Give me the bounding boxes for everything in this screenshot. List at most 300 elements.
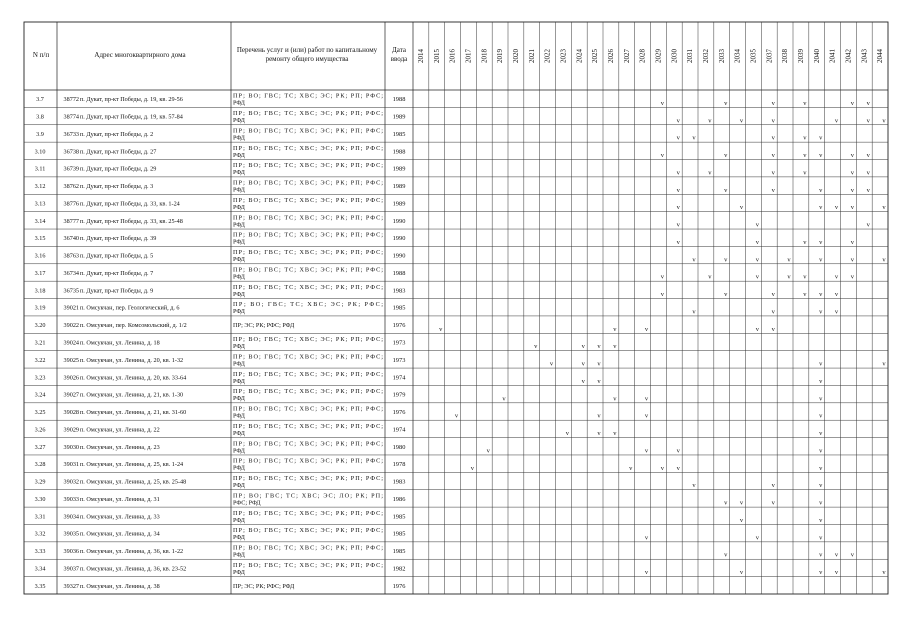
header-num: N п/п xyxy=(32,51,50,59)
row-year: 1980 xyxy=(392,443,406,451)
check-mark-2028: v xyxy=(644,412,649,420)
header-services-line2: ремонту общего имущества xyxy=(265,55,349,63)
row-number: 3.20 xyxy=(34,322,46,330)
year-header-2015: 2015 xyxy=(432,49,441,63)
year-header-2033: 2033 xyxy=(717,49,726,63)
check-mark-2041: v xyxy=(834,551,839,559)
check-mark-2038: v xyxy=(787,256,791,264)
check-mark-2037: v xyxy=(771,325,775,333)
row-id: 38763 xyxy=(63,252,79,260)
row-number: 3.12 xyxy=(34,183,46,191)
row-services: ПР; ВО; ГВС; ТС; ХВС; ЭС; РК; РП; РФС; РФД xyxy=(233,196,383,211)
check-mark-2016: v xyxy=(454,412,459,420)
row-year: 1982 xyxy=(392,565,406,573)
check-mark-2040: v xyxy=(819,186,823,194)
check-mark-2025: v xyxy=(597,343,601,351)
check-mark-2030: v xyxy=(676,238,680,246)
check-mark-2029: v xyxy=(660,99,664,107)
row-address: п. Омсукчан, ул. Ленина, д. 33 xyxy=(80,513,160,521)
check-mark-2042: v xyxy=(850,204,854,212)
check-mark-2028: v xyxy=(644,569,649,577)
check-mark-2040: v xyxy=(819,134,823,142)
row-services: ПР; ВО; ГВС; ТС; ХВС; ЭС; РК; РП; РФС; РФД xyxy=(233,353,383,368)
check-mark-2024: v xyxy=(581,377,585,385)
row-id: 36734 xyxy=(63,269,79,277)
check-mark-2039: v xyxy=(803,169,807,177)
check-mark-2037: v xyxy=(771,291,775,299)
row-id: 39030 xyxy=(63,443,79,451)
row-address: п. Омсукчан, ул. Ленина, д. 21, кв. 31-60 xyxy=(80,409,187,417)
check-mark-2040: v xyxy=(819,551,823,559)
check-mark-2039: v xyxy=(803,99,807,107)
row-id: 39034 xyxy=(63,513,79,521)
row-id: 38772 xyxy=(63,96,79,104)
row-id: 39032 xyxy=(63,478,79,486)
row-address: п. Дукат, пр-кт Победы, д. 2 xyxy=(80,130,154,138)
check-mark-2033: v xyxy=(724,499,728,507)
check-mark-2041: v xyxy=(834,204,839,212)
row-number: 3.23 xyxy=(34,374,46,382)
check-mark-2037: v xyxy=(771,134,775,142)
row-id: 38762 xyxy=(63,183,79,191)
check-mark-2042: v xyxy=(850,238,854,246)
check-mark-2026: v xyxy=(613,343,617,351)
year-header-2014: 2014 xyxy=(416,49,425,63)
row-year: 1978 xyxy=(392,461,406,469)
row-address: п. Омсукчан, ул. Ленина, д. 18 xyxy=(80,339,160,347)
row-year: 1989 xyxy=(392,165,406,173)
check-mark-2029: v xyxy=(660,273,664,281)
row-number: 3.19 xyxy=(34,304,46,312)
check-mark-2026: v xyxy=(613,325,617,333)
check-mark-2037: v xyxy=(771,117,775,125)
row-number: 3.26 xyxy=(34,426,46,434)
row-id: 36740 xyxy=(63,235,79,243)
check-mark-2040: v xyxy=(819,412,823,420)
check-mark-2032: v xyxy=(708,117,712,125)
check-mark-2039: v xyxy=(803,152,807,160)
row-address: п. Омсукчан, ул. Ленина, д. 20, кв. 1-32 xyxy=(80,356,184,364)
row-number: 3.13 xyxy=(34,200,46,208)
check-mark-2041: v xyxy=(834,273,839,281)
row-address: п. Омсукчан, ул. Ленина, д. 22 xyxy=(80,426,160,434)
row-year: 1979 xyxy=(392,391,406,399)
check-mark-2034: v xyxy=(739,499,744,507)
year-header-2032: 2032 xyxy=(701,49,710,63)
check-mark-2024: v xyxy=(581,343,585,351)
check-mark-2025: v xyxy=(597,412,601,420)
row-id: 36738 xyxy=(63,148,79,156)
row-year: 1974 xyxy=(392,426,406,434)
row-address: п. Дукат, пр-кт Победы, д. 19, кв. 57-84 xyxy=(80,113,183,121)
year-header-2022: 2022 xyxy=(543,49,552,63)
row-services: ПР; ВО; ГВС; ТС; ХВС; ЭС; РК; РП; РФС; РФД xyxy=(233,179,383,194)
row-services: ПР; ВО; ГВС; ТС; ХВС; ЭС; РК; РП; РФС; РФД xyxy=(233,266,383,281)
check-mark-2023: v xyxy=(565,430,569,438)
check-mark-2043: v xyxy=(866,99,870,107)
check-mark-2042: v xyxy=(850,152,854,160)
check-mark-2026: v xyxy=(613,430,617,438)
check-mark-2043: v xyxy=(866,117,870,125)
check-mark-2042: v xyxy=(850,273,854,281)
row-address: п. Дукат, пр-кт Победы, д. 5 xyxy=(80,252,154,260)
row-id: 39031 xyxy=(63,461,79,469)
check-mark-2035: v xyxy=(755,221,759,229)
year-header-2037: 2037 xyxy=(765,49,774,63)
check-mark-2040: v xyxy=(819,291,823,299)
check-mark-2031: v xyxy=(692,308,696,316)
row-services: ПР; ВО; ГВС; ТС; ХВС; ЭС; РК; РП; РФС; РФД xyxy=(233,370,383,385)
check-mark-2042: v xyxy=(850,551,854,559)
year-header-2021: 2021 xyxy=(527,49,536,63)
row-address: п. Дукат, пр-кт Победы, д. 39 xyxy=(80,235,157,243)
check-mark-2034: v xyxy=(739,204,744,212)
check-mark-2037: v xyxy=(771,99,775,107)
check-mark-2015: v xyxy=(439,325,443,333)
year-header-2027: 2027 xyxy=(622,49,631,63)
check-mark-2040: v xyxy=(819,464,823,472)
check-mark-2033: v xyxy=(724,99,728,107)
check-mark-2041: v xyxy=(834,291,839,299)
row-number: 3.30 xyxy=(34,495,46,503)
check-mark-2035: v xyxy=(755,325,759,333)
year-header-2023: 2023 xyxy=(559,49,568,63)
check-mark-2035: v xyxy=(755,273,759,281)
row-address: п. Омсукчан, ул. Ленина, д. 25, кв. 25-48 xyxy=(80,478,187,486)
check-mark-2044: v xyxy=(882,204,886,212)
row-address: п. Дукат, пр-кт Победы, д. 9 xyxy=(80,287,154,295)
row-address: п. Омсукчан, ул. Ленина, д. 21, кв. 1-30 xyxy=(80,391,184,399)
check-mark-2040: v xyxy=(819,430,823,438)
row-year: 1990 xyxy=(392,217,406,225)
row-year: 1988 xyxy=(392,269,406,277)
check-mark-2035: v xyxy=(755,534,759,542)
check-mark-2027: v xyxy=(629,464,633,472)
check-mark-2028: v xyxy=(644,534,649,542)
row-services: ПР; ВО; ГВС; ТС; ХВС; ЭС; РК; РП; РФС; РФД xyxy=(233,509,383,524)
row-id: 36735 xyxy=(63,287,79,295)
row-address: п. Дукат, пр-кт Победы, д. 7 xyxy=(80,269,154,277)
row-year: 1976 xyxy=(392,409,406,417)
check-mark-2042: v xyxy=(850,169,854,177)
check-mark-2041: v xyxy=(834,117,839,125)
row-services: ПР; ВО; ГВС; ТС; ХВС; ЭС; РК; РП; РФС; РФД xyxy=(233,457,383,472)
check-mark-2043: v xyxy=(866,221,870,229)
check-mark-2039: v xyxy=(803,238,807,246)
check-mark-2030: v xyxy=(676,134,680,142)
check-mark-2034: v xyxy=(739,516,744,524)
check-mark-2040: v xyxy=(819,238,823,246)
year-header-2031: 2031 xyxy=(686,49,695,63)
row-id: 39025 xyxy=(63,356,79,364)
row-id: 39028 xyxy=(63,409,79,417)
check-mark-2040: v xyxy=(819,395,823,403)
check-mark-2039: v xyxy=(803,273,807,281)
row-services: ПР; ВО; ГВС; ТС; ХВС; ЭС; РК; РП; РФС; РФД xyxy=(233,127,383,142)
row-id: 39037 xyxy=(63,565,79,573)
check-mark-2043: v xyxy=(866,169,870,177)
year-header-2020: 2020 xyxy=(511,49,520,63)
year-header-2026: 2026 xyxy=(606,49,615,63)
check-mark-2041: v xyxy=(834,308,839,316)
row-year: 1985 xyxy=(392,130,406,138)
year-header-2038: 2038 xyxy=(781,49,790,63)
check-mark-2037: v xyxy=(771,482,775,490)
year-header-2039: 2039 xyxy=(796,49,805,63)
year-header-2030: 2030 xyxy=(670,49,679,63)
check-mark-2031: v xyxy=(692,256,696,264)
row-number: 3.31 xyxy=(34,513,46,521)
check-mark-2042: v xyxy=(850,256,854,264)
row-services: ПР; ВО; ГВС; ТС; ХВС; ЭС; РК; РП; РФС; РФД xyxy=(233,92,383,107)
check-mark-2029: v xyxy=(660,464,664,472)
row-year: 1988 xyxy=(392,148,406,156)
year-header-2035: 2035 xyxy=(749,49,758,63)
row-number: 3.29 xyxy=(34,478,46,486)
row-number: 3.25 xyxy=(34,409,46,417)
check-mark-2029: v xyxy=(660,291,664,299)
row-services: ПР; ВО; ГВС; ТС; ХВС; ЭС; РК; РП; РФС; РФД xyxy=(233,440,383,455)
row-id: 38777 xyxy=(63,217,79,225)
check-mark-2028: v xyxy=(644,447,649,455)
check-mark-2040: v xyxy=(819,256,823,264)
check-mark-2033: v xyxy=(724,256,728,264)
row-year: 1989 xyxy=(392,183,406,191)
check-mark-2028: v xyxy=(644,395,649,403)
row-id: 39024 xyxy=(63,339,79,347)
header-year-line1: Дата xyxy=(392,46,406,54)
row-address: п. Омсукчан, ул. Ленина, д. 36, кв. 23-52 xyxy=(80,565,187,573)
check-mark-2037: v xyxy=(771,152,775,160)
row-id: 39029 xyxy=(63,426,79,434)
year-header-2025: 2025 xyxy=(591,49,600,63)
check-mark-2044: v xyxy=(882,569,886,577)
row-number: 3.28 xyxy=(34,461,46,469)
row-year: 1990 xyxy=(392,252,406,260)
row-id: 39026 xyxy=(63,374,79,382)
row-services: ПР; ВО; ГВС; ТС; ХВС; ЭС; РК; РП; РФС; РФД xyxy=(233,283,383,298)
row-number: 3.7 xyxy=(36,96,44,104)
check-mark-2040: v xyxy=(819,360,823,368)
row-address: п. Дукат, пр-кт Победы, д. 29 xyxy=(80,165,157,173)
row-address: п. Омсукчан, ул. Ленина, д. 38 xyxy=(80,582,160,590)
row-address: п. Омсукчан, ул. Ленина, д. 31 xyxy=(80,495,160,503)
check-mark-2039: v xyxy=(803,291,807,299)
check-mark-2044: v xyxy=(882,117,886,125)
check-mark-2037: v xyxy=(771,169,775,177)
row-number: 3.17 xyxy=(34,269,46,277)
row-year: 1976 xyxy=(392,582,406,590)
row-number: 3.9 xyxy=(36,130,44,138)
row-id: 36739 xyxy=(63,165,79,173)
check-mark-2044: v xyxy=(882,256,886,264)
row-number: 3.33 xyxy=(34,548,46,556)
check-mark-2041: v xyxy=(834,569,839,577)
year-header-2019: 2019 xyxy=(496,49,505,64)
year-header-2016: 2016 xyxy=(448,49,457,63)
check-mark-2040: v xyxy=(819,377,823,385)
row-year: 1990 xyxy=(392,235,406,243)
row-number: 3.8 xyxy=(36,113,44,121)
row-year: 1974 xyxy=(392,374,406,382)
check-mark-2025: v xyxy=(597,360,601,368)
check-mark-2040: v xyxy=(819,152,823,160)
row-id: 36733 xyxy=(63,130,79,138)
check-mark-2033: v xyxy=(724,186,728,194)
check-mark-2024: v xyxy=(581,360,585,368)
row-services: ПР; ВО; ГВС; ТС; ХВС; ЭС; РК; РП; РФС; РФД xyxy=(233,214,383,229)
check-mark-2040: v xyxy=(819,204,823,212)
row-services: ПР; ВО; ГВС; ТС; ХВС; ЭС; РК; РФС; РФД xyxy=(233,301,383,316)
check-mark-2033: v xyxy=(724,152,728,160)
check-mark-2030: v xyxy=(676,204,680,212)
check-mark-2018: v xyxy=(486,447,490,455)
check-mark-2037: v xyxy=(771,308,775,316)
row-address: п. Омсукчан, пер. Комсомольский, д. 1/2 xyxy=(80,322,187,330)
row-address: п. Омсукчан, ул. Ленина, д. 23 xyxy=(80,443,160,451)
row-services: ПР; ВО; ГВС; ТС; ХВС; ЭС; РК; РП; РФС; РФД xyxy=(233,388,383,403)
row-year: 1985 xyxy=(392,513,406,521)
check-mark-2030: v xyxy=(676,447,680,455)
row-id: 38774 xyxy=(63,113,79,121)
row-address: п. Омсукчан, пер. Геологический, д. 6 xyxy=(80,304,180,312)
check-mark-2034: v xyxy=(739,569,744,577)
check-mark-2032: v xyxy=(708,273,712,281)
check-mark-2028: v xyxy=(644,325,649,333)
row-services: ПР; ВО; ГВС; ТС; ХВС; ЭС; РК; РП; РФС; РФД xyxy=(233,527,383,542)
check-mark-2017: v xyxy=(470,464,474,472)
check-mark-2025: v xyxy=(597,430,601,438)
check-mark-2037: v xyxy=(771,499,775,507)
year-header-2042: 2042 xyxy=(844,49,853,63)
check-mark-2030: v xyxy=(676,169,680,177)
row-services: ПР; ВО; ГВС; ТС; ХВС; ЭС; РК; РП; РФС; РФД xyxy=(233,249,383,264)
row-id: 39022 xyxy=(63,322,79,330)
check-mark-2040: v xyxy=(819,499,823,507)
row-number: 3.32 xyxy=(34,530,46,538)
check-mark-2022: v xyxy=(549,360,554,368)
row-number: 3.15 xyxy=(34,235,46,243)
row-services: ПР; ВО; ГВС; ТС; ХВС; ЭС; РК; РП; РФС; РФД xyxy=(233,422,383,437)
row-address: п. Дукат, пр-кт Победы, д. 33, кв. 1-24 xyxy=(80,200,180,208)
row-year: 1989 xyxy=(392,113,406,121)
check-mark-2042: v xyxy=(850,99,854,107)
row-year: 1988 xyxy=(392,96,406,104)
check-mark-2030: v xyxy=(676,464,680,472)
row-services: ПР; ВО; ГВС; ТС; ХВС; ЭС; РК; РП; РФС; РФД xyxy=(233,544,383,559)
row-number: 3.24 xyxy=(34,391,46,399)
row-services: ПР; ВО; ГВС; ТС; ХВС; ЭС; РК; РП; РФС; РФД xyxy=(233,110,383,125)
row-address: п. Дукат, пр-кт Победы, д. 3 xyxy=(80,183,154,191)
check-mark-2035: v xyxy=(755,256,759,264)
check-mark-2040: v xyxy=(819,516,823,524)
header-services-line1: Перечень услуг и (или) работ по капитальному xyxy=(236,46,378,54)
check-mark-2039: v xyxy=(803,134,807,142)
check-mark-2032: v xyxy=(708,169,712,177)
check-mark-2030: v xyxy=(676,117,680,125)
year-header-2018: 2018 xyxy=(480,49,489,63)
row-services: ПР; ВО; ГВС; ТС; ХВС; ЭС; РК; РП; РФС; РФД xyxy=(233,144,383,159)
row-number: 3.21 xyxy=(34,339,46,347)
row-id: 39033 xyxy=(63,495,79,503)
check-mark-2040: v xyxy=(819,534,823,542)
row-address: п. Омсукчан, ул. Ленина, д. 34 xyxy=(80,530,160,538)
row-year: 1989 xyxy=(392,200,406,208)
check-mark-2029: v xyxy=(660,152,664,160)
header-address: Адрес многоквартирного дома xyxy=(94,51,186,59)
year-header-2034: 2034 xyxy=(733,49,742,63)
check-mark-2042: v xyxy=(850,186,854,194)
row-services: ПР; ВО; ГВС; ТС; ХВС; ЭС; РК; РП; РФС; РФД xyxy=(233,231,383,246)
row-id: 39327 xyxy=(63,582,79,590)
row-services: ПР; ВО; ГВС; ТС; ХВС; ЭС; ЛО; РК; РП; РФС; РФД xyxy=(233,492,383,507)
row-year: 1976 xyxy=(392,322,406,330)
row-number: 3.34 xyxy=(34,565,46,573)
row-number: 3.11 xyxy=(34,165,46,173)
check-mark-2025: v xyxy=(597,377,601,385)
header-year-line2: ввода xyxy=(390,55,408,63)
check-mark-2033: v xyxy=(724,551,728,559)
row-year: 1973 xyxy=(392,339,406,347)
row-number: 3.14 xyxy=(34,217,46,225)
check-mark-2040: v xyxy=(819,482,823,490)
year-header-2044: 2044 xyxy=(876,49,885,63)
row-year: 1985 xyxy=(392,548,406,556)
row-services: ПР; ВО; ГВС; ТС; ХВС; ЭС; РК; РП; РФС; РФД xyxy=(233,336,383,350)
row-year: 1985 xyxy=(392,304,406,312)
check-mark-2038: v xyxy=(787,273,791,281)
row-services: ПР; ВО; ГВС; ТС; ХВС; ЭС; РК; РП; РФС; РФД xyxy=(233,405,383,420)
year-header-2028: 2028 xyxy=(638,49,647,63)
row-year: 1985 xyxy=(392,530,406,538)
row-id: 39027 xyxy=(63,391,79,399)
row-number: 3.22 xyxy=(34,356,46,364)
check-mark-2034: v xyxy=(739,117,744,125)
row-number: 3.16 xyxy=(34,252,46,260)
check-mark-2035: v xyxy=(755,238,759,246)
check-mark-2040: v xyxy=(819,569,823,577)
check-mark-2040: v xyxy=(819,308,823,316)
row-number: 3.27 xyxy=(34,443,46,451)
row-id: 39021 xyxy=(63,304,79,312)
check-mark-2043: v xyxy=(866,152,870,160)
check-mark-2040: v xyxy=(819,447,823,455)
year-header-2041: 2041 xyxy=(828,49,837,63)
row-address: п. Омсукчан, ул. Ленина, д. 20, кв. 33-64 xyxy=(80,374,187,382)
row-address: п. Дукат, пр-кт Победы, д. 27 xyxy=(80,148,157,156)
row-services: ПР; ВО; ГВС; ТС; ХВС; ЭС; РК; РП; РФС; РФД xyxy=(233,475,383,490)
row-address: п. Омсукчан, ул. Ленина, д. 36, кв. 1-22 xyxy=(80,548,184,556)
row-id: 39035 xyxy=(63,530,79,538)
row-year: 1973 xyxy=(392,356,406,364)
row-year: 1983 xyxy=(392,287,406,295)
row-id: 38776 xyxy=(63,200,79,208)
check-mark-2030: v xyxy=(676,221,680,229)
year-header-2040: 2040 xyxy=(812,49,821,63)
year-header-2043: 2043 xyxy=(860,49,869,63)
check-mark-2019: v xyxy=(502,395,506,403)
row-number: 3.10 xyxy=(34,148,46,156)
row-year: 1983 xyxy=(392,478,406,486)
check-mark-2033: v xyxy=(724,291,728,299)
check-mark-2037: v xyxy=(771,186,775,194)
check-mark-2044: v xyxy=(882,360,886,368)
row-services: ПР; ВО; ГВС; ТС; ХВС; ЭС; РК; РП; РФС; РФД xyxy=(233,162,383,177)
row-services: ПР; ЭС; РК; РФС; РФД xyxy=(233,582,295,590)
check-mark-2030: v xyxy=(676,186,680,194)
check-mark-2043: v xyxy=(866,186,870,194)
check-mark-2021: v xyxy=(534,343,538,351)
